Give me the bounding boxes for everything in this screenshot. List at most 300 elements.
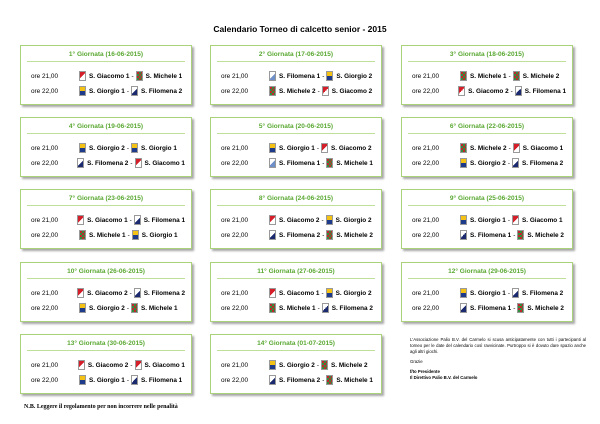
- away-team: [135, 360, 186, 370]
- home-team-name: S. Giorgio 1: [279, 144, 315, 152]
- away-team: [326, 375, 373, 385]
- versus-dash: -: [126, 144, 130, 152]
- team-flag-icon: [77, 215, 84, 225]
- team-flag-icon: [460, 288, 467, 298]
- home-team: [269, 303, 316, 313]
- home-team-name: S. Filomena 2: [279, 231, 321, 239]
- team-flag-icon: [460, 71, 467, 81]
- home-team-name: S. Filomena 1: [470, 231, 512, 239]
- round-heading: 4° Giornata (19-06-2015): [68, 123, 144, 130]
- team-flag-icon: [79, 86, 86, 96]
- match-row: [31, 228, 185, 242]
- home-team-name: S. Filomena 1: [279, 72, 321, 80]
- away-team-name: S. Filomena 2: [141, 87, 183, 95]
- heading-divider: [217, 278, 375, 279]
- versus-dash: -: [317, 304, 320, 312]
- away-team-name: S. Filomena 2: [331, 304, 373, 312]
- home-team: [460, 71, 507, 81]
- home-team: [269, 215, 320, 225]
- match-time: ore 22,00: [221, 304, 249, 312]
- team-flag-icon: [269, 158, 276, 168]
- team-flag-icon: [513, 71, 520, 81]
- away-team-name: S. Giacomo 1: [144, 159, 185, 167]
- home-team-name: S. Giacomo 1: [89, 72, 130, 80]
- team-flag-icon: [132, 230, 139, 240]
- home-team-name: S. Giorgio 1: [470, 289, 506, 297]
- round-card: [401, 45, 573, 105]
- home-team-name: S. Filomena 2: [279, 376, 321, 384]
- round-heading: 3° Giornata (18-06-2015): [449, 51, 525, 58]
- team-flag-icon: [517, 303, 524, 313]
- match-row: [31, 301, 185, 315]
- round-heading: 10° Giornata (26-06-2015): [67, 268, 145, 275]
- team-flag-icon: [269, 303, 276, 313]
- round-heading: 2° Giornata (17-06-2015): [258, 51, 334, 58]
- team-flag-icon: [79, 230, 86, 240]
- match-row: [31, 69, 185, 83]
- versus-dash: -: [322, 376, 325, 384]
- home-team-name: S. Giorgio 1: [89, 87, 125, 95]
- team-flag-icon: [458, 86, 465, 96]
- away-team-name: S. Giacomo 2: [331, 87, 373, 95]
- team-flag-icon: [326, 230, 333, 240]
- team-flag-icon: [321, 360, 328, 370]
- signature-line-1: f/to Presidente: [410, 369, 440, 374]
- team-flag-icon: [460, 230, 467, 240]
- away-team: [322, 86, 373, 96]
- match-row: [412, 228, 566, 242]
- home-team-name: S. Giorgio 1: [89, 376, 125, 384]
- away-team: [134, 288, 185, 298]
- away-team: [134, 215, 185, 225]
- team-flag-icon: [326, 158, 333, 168]
- team-flag-icon: [269, 71, 276, 81]
- away-team: [517, 303, 564, 313]
- team-flag-icon: [460, 303, 467, 313]
- team-flag-icon: [326, 215, 333, 225]
- round-heading: 5° Giornata (20-06-2015): [258, 123, 334, 130]
- rules-note: N.B. Leggere il regolamento per non incorrere nelle penalità: [24, 404, 178, 410]
- round-card: [210, 262, 382, 322]
- home-team: [79, 143, 125, 153]
- away-team-name: S. Giacomo 1: [522, 216, 563, 224]
- team-flag-icon: [460, 158, 467, 168]
- versus-dash: -: [322, 72, 325, 80]
- heading-divider: [217, 61, 375, 62]
- away-team-name: S. Giorgio 1: [141, 231, 178, 239]
- team-flag-icon: [512, 215, 519, 225]
- away-team-name: S. Michele 2: [522, 72, 560, 80]
- home-team: [77, 158, 128, 168]
- away-team-name: S. Filomena 1: [141, 376, 183, 384]
- away-team-name: S. Filomena 1: [524, 87, 566, 95]
- home-team-name: S. Michele 1: [279, 304, 316, 312]
- round-heading: 11° Giornata (27-06-2015): [257, 268, 335, 275]
- match-time: ore 22,00: [221, 87, 249, 95]
- round-heading: 13° Giornata (30-06-2015): [67, 340, 145, 347]
- team-flag-icon: [512, 288, 519, 298]
- versus-dash: -: [317, 87, 320, 95]
- away-team-name: S. Michele 1: [141, 304, 178, 312]
- home-team: [269, 71, 320, 81]
- away-team-name: S. Michele 1: [336, 376, 373, 384]
- round-card: [20, 262, 192, 322]
- match-time: ore 21,00: [31, 361, 59, 369]
- away-team: [517, 230, 564, 240]
- team-flag-icon: [79, 375, 86, 385]
- away-team-name: S. Michele 2: [331, 361, 368, 369]
- match-row: [412, 69, 566, 83]
- match-row: [31, 286, 185, 300]
- match-time: ore 21,00: [221, 144, 249, 152]
- home-team-name: S. Giacomo 1: [279, 289, 320, 297]
- match-time: ore 21,00: [31, 216, 59, 224]
- versus-dash: -: [316, 361, 320, 369]
- match-row: [412, 156, 566, 170]
- team-flag-icon: [322, 303, 329, 313]
- home-team: [79, 303, 125, 313]
- team-flag-icon: [515, 86, 522, 96]
- team-flag-icon: [77, 288, 84, 298]
- team-flag-icon: [135, 360, 142, 370]
- heading-divider: [217, 350, 375, 351]
- team-flag-icon: [269, 215, 276, 225]
- away-team-name: S. Giorgio 1: [141, 144, 177, 152]
- versus-dash: -: [510, 87, 513, 95]
- heading-divider: [408, 205, 566, 206]
- match-time: ore 21,00: [412, 289, 440, 297]
- home-team-name: S. Michele 2: [279, 87, 316, 95]
- team-flag-icon: [131, 143, 138, 153]
- round-card: [210, 334, 382, 394]
- match-row: [412, 213, 566, 227]
- team-flag-icon: [322, 86, 329, 96]
- away-team-name: S. Giorgio 2: [336, 72, 373, 80]
- home-team-name: S. Filomena 1: [279, 159, 321, 167]
- round-heading: 6° Giornata (22-06-2015): [449, 123, 525, 130]
- home-team: [78, 360, 129, 370]
- home-team: [269, 158, 320, 168]
- match-row: [221, 228, 375, 242]
- match-row: [221, 358, 375, 372]
- team-flag-icon: [517, 230, 524, 240]
- team-flag-icon: [269, 230, 276, 240]
- match-time: ore 21,00: [31, 72, 59, 80]
- home-team: [269, 143, 315, 153]
- round-card: [20, 45, 192, 105]
- home-team: [77, 215, 128, 225]
- match-time: ore 22,00: [221, 231, 249, 239]
- away-team: [515, 86, 566, 96]
- home-team-name: S. Giacomo 2: [279, 216, 320, 224]
- match-row: [221, 286, 375, 300]
- heading-divider: [27, 205, 185, 206]
- round-heading: 14° Giornata (01-07-2015): [257, 340, 335, 347]
- home-team: [460, 143, 507, 153]
- away-team: [131, 375, 182, 385]
- versus-dash: -: [126, 376, 130, 384]
- team-flag-icon: [269, 288, 276, 298]
- away-team-name: S. Filomena 2: [522, 289, 564, 297]
- away-team: [321, 360, 368, 370]
- versus-dash: -: [507, 216, 511, 224]
- away-team: [135, 158, 186, 168]
- match-time: ore 21,00: [31, 289, 59, 297]
- team-flag-icon: [136, 71, 143, 81]
- versus-dash: -: [127, 231, 130, 239]
- home-team-name: S. Michele 1: [470, 72, 507, 80]
- home-team: [458, 86, 509, 96]
- home-team: [269, 230, 320, 240]
- home-team: [79, 71, 130, 81]
- team-flag-icon: [326, 71, 333, 81]
- home-team-name: S. Giacomo 2: [87, 289, 128, 297]
- round-card: [210, 117, 382, 177]
- versus-dash: -: [322, 231, 325, 239]
- heading-divider: [408, 278, 566, 279]
- team-flag-icon: [135, 158, 142, 168]
- match-row: [221, 301, 375, 315]
- match-row: [412, 84, 566, 98]
- team-flag-icon: [269, 360, 276, 370]
- team-flag-icon: [326, 288, 333, 298]
- announcement-text: L'Associazione Palio B.V. del Carmelo si scusa anticipatamente con tutti i partecipanti al torneo per le date del calendario così ravvicinate. Purtroppo si è dovuto dare spazio anche agli altri giochi.: [410, 337, 586, 354]
- away-team: [131, 86, 182, 96]
- heading-divider: [27, 61, 185, 62]
- versus-dash: -: [513, 231, 516, 239]
- team-flag-icon: [131, 375, 138, 385]
- versus-dash: -: [508, 72, 511, 80]
- match-row: [31, 156, 185, 170]
- away-team: [326, 71, 372, 81]
- signature: [410, 369, 586, 381]
- round-card: [401, 189, 573, 249]
- away-team-name: S. Giacomo 1: [522, 144, 564, 152]
- versus-dash: -: [322, 159, 325, 167]
- match-row: [221, 373, 375, 387]
- versus-dash: -: [131, 72, 134, 80]
- home-team-name: S. Giacomo 2: [468, 87, 509, 95]
- team-flag-icon: [79, 303, 86, 313]
- match-row: [412, 141, 566, 155]
- team-flag-icon: [460, 143, 467, 153]
- team-flag-icon: [513, 143, 520, 153]
- match-time: ore 21,00: [221, 216, 249, 224]
- announcement: [410, 337, 586, 381]
- round-card: [210, 45, 382, 105]
- match-time: ore 21,00: [412, 144, 440, 152]
- versus-dash: -: [513, 304, 516, 312]
- team-flag-icon: [269, 86, 276, 96]
- versus-dash: -: [508, 144, 511, 152]
- match-row: [221, 141, 375, 155]
- match-time: ore 22,00: [31, 159, 59, 167]
- match-time: ore 22,00: [412, 159, 440, 167]
- away-team: [513, 71, 560, 81]
- away-team-name: S. Filomena 1: [143, 216, 185, 224]
- team-flag-icon: [131, 86, 138, 96]
- away-team-name: S. Michele 2: [527, 231, 564, 239]
- team-flag-icon: [321, 143, 328, 153]
- team-flag-icon: [269, 375, 276, 385]
- away-team: [321, 143, 372, 153]
- heading-divider: [217, 133, 375, 134]
- away-team: [132, 230, 178, 240]
- versus-dash: -: [129, 216, 132, 224]
- round-heading: 8° Giornata (24-06-2015): [258, 195, 334, 202]
- match-row: [31, 373, 185, 387]
- home-team: [460, 158, 506, 168]
- match-row: [412, 286, 566, 300]
- home-team-name: S. Giorgio 2: [89, 144, 125, 152]
- home-team: [77, 288, 128, 298]
- away-team: [326, 288, 372, 298]
- announcement-thanks: Grazie: [410, 359, 423, 364]
- match-time: ore 22,00: [31, 231, 59, 239]
- match-time: ore 22,00: [412, 87, 440, 95]
- away-team-name: S. Giorgio 2: [335, 216, 372, 224]
- round-heading: 12° Giornata (29-06-2015): [448, 268, 526, 275]
- versus-dash: -: [507, 289, 511, 297]
- round-card: [401, 117, 573, 177]
- match-time: ore 21,00: [412, 216, 440, 224]
- round-heading: 9° Giornata (25-06-2015): [449, 195, 525, 202]
- versus-dash: -: [130, 361, 133, 369]
- heading-divider: [408, 133, 566, 134]
- home-team: [460, 303, 511, 313]
- page-title: Calendario Torneo di calcetto senior - 2015: [213, 24, 387, 34]
- match-time: ore 22,00: [31, 376, 59, 384]
- team-flag-icon: [77, 158, 84, 168]
- versus-dash: -: [126, 87, 130, 95]
- match-time: ore 21,00: [412, 72, 440, 80]
- match-row: [412, 301, 566, 315]
- match-row: [31, 358, 185, 372]
- team-flag-icon: [326, 375, 333, 385]
- team-flag-icon: [269, 143, 276, 153]
- round-card: [20, 334, 192, 394]
- round-card: [20, 189, 192, 249]
- home-team-name: S. Giacomo 2: [87, 361, 129, 369]
- away-team: [512, 215, 563, 225]
- match-row: [221, 69, 375, 83]
- home-team: [79, 230, 126, 240]
- team-flag-icon: [134, 215, 141, 225]
- away-team: [136, 71, 183, 81]
- versus-dash: -: [507, 159, 511, 167]
- home-team-name: S. Michele 2: [470, 144, 507, 152]
- match-time: ore 22,00: [412, 231, 440, 239]
- round-heading: 1° Giornata (16-06-2015): [68, 51, 144, 58]
- home-team: [460, 288, 506, 298]
- round-card: [20, 117, 192, 177]
- versus-dash: -: [316, 144, 320, 152]
- match-time: ore 22,00: [412, 304, 440, 312]
- home-team-name: S. Filomena 2: [87, 159, 129, 167]
- home-team-name: S. Michele 1: [89, 231, 126, 239]
- round-card: [401, 262, 573, 322]
- match-time: ore 22,00: [221, 159, 249, 167]
- versus-dash: -: [129, 289, 132, 297]
- home-team: [269, 375, 320, 385]
- match-time: ore 21,00: [221, 72, 249, 80]
- heading-divider: [27, 133, 185, 134]
- versus-dash: -: [126, 304, 130, 312]
- away-team: [131, 303, 178, 313]
- away-team: [513, 143, 564, 153]
- away-team: [326, 215, 372, 225]
- away-team: [322, 303, 373, 313]
- versus-dash: -: [321, 289, 324, 297]
- team-flag-icon: [460, 215, 467, 225]
- home-team-name: S. Filomena 1: [470, 304, 512, 312]
- heading-divider: [217, 205, 375, 206]
- heading-divider: [27, 278, 185, 279]
- home-team: [460, 230, 511, 240]
- match-time: ore 22,00: [31, 304, 59, 312]
- home-team: [79, 86, 125, 96]
- home-team: [269, 360, 315, 370]
- match-time: ore 21,00: [221, 361, 249, 369]
- away-team-name: S. Giacomo 1: [144, 361, 185, 369]
- match-row: [221, 84, 375, 98]
- match-row: [221, 213, 375, 227]
- match-row: [31, 84, 185, 98]
- home-team-name: S. Giorgio 2: [89, 304, 125, 312]
- team-flag-icon: [79, 143, 86, 153]
- home-team-name: S. Giorgio 2: [279, 361, 315, 369]
- team-flag-icon: [131, 303, 138, 313]
- match-time: ore 21,00: [31, 144, 59, 152]
- away-team-name: S. Michele 1: [145, 72, 183, 80]
- heading-divider: [27, 350, 185, 351]
- home-team: [79, 375, 125, 385]
- home-team-name: S. Giacomo 1: [87, 216, 128, 224]
- match-row: [31, 141, 185, 155]
- away-team: [512, 158, 563, 168]
- match-row: [221, 156, 375, 170]
- round-card: [210, 189, 382, 249]
- away-team: [326, 230, 373, 240]
- away-team-name: S. Giorgio 2: [335, 289, 372, 297]
- away-team-name: S. Giacomo 2: [331, 144, 372, 152]
- team-flag-icon: [78, 360, 85, 370]
- home-team-name: S. Giorgio 2: [470, 159, 506, 167]
- team-flag-icon: [134, 288, 141, 298]
- match-row: [31, 213, 185, 227]
- signature-line-2: Il Direttivo Palio B.V. del Carmelo: [410, 375, 478, 380]
- away-team-name: S. Michele 2: [336, 231, 373, 239]
- home-team: [269, 86, 316, 96]
- away-team: [512, 288, 563, 298]
- away-team-name: S. Filomena 2: [522, 159, 564, 167]
- versus-dash: -: [321, 216, 324, 224]
- home-team: [460, 215, 506, 225]
- team-flag-icon: [79, 71, 86, 81]
- away-team: [326, 158, 373, 168]
- match-time: ore 22,00: [31, 87, 59, 95]
- versus-dash: -: [130, 159, 133, 167]
- away-team: [131, 143, 177, 153]
- round-heading: 7° Giornata (23-06-2015): [68, 195, 144, 202]
- team-flag-icon: [512, 158, 519, 168]
- away-team-name: S. Filomena 2: [143, 289, 185, 297]
- heading-divider: [408, 61, 566, 62]
- home-team-name: S. Giorgio 1: [470, 216, 506, 224]
- match-time: ore 22,00: [221, 376, 249, 384]
- match-time: ore 21,00: [221, 289, 249, 297]
- away-team-name: S. Michele 2: [527, 304, 564, 312]
